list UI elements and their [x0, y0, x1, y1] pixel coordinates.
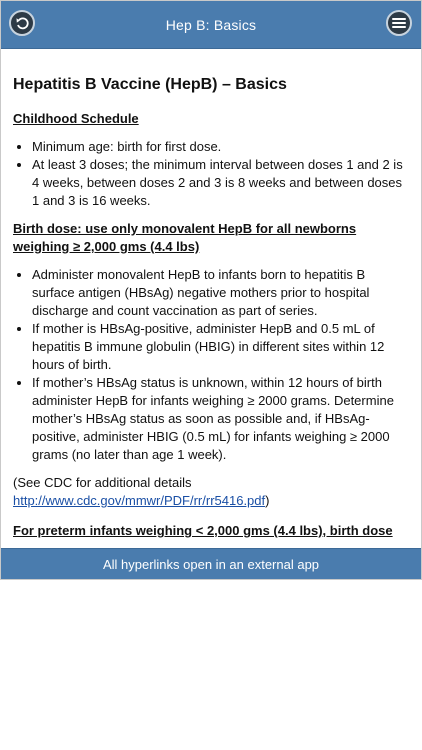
birth-dose-list — [13, 266, 409, 464]
page-title: Hep B: Basics — [165, 16, 257, 33]
birth-dose-heading: Birth dose: use only monovalent HepB for all newborns weighing ≥ 2,000 gms (4.4 lbs) — [13, 221, 357, 254]
list-item: • At least 3 doses; the minimum interval between doses 1 and 2 is 4 weeks, between doses 2 and 3 is 8 weeks and between doses 1 and 3 is 16 weeks. — [32, 156, 409, 210]
content-area[interactable] — [1, 49, 421, 548]
list-item: • If mother is HBsAg-positive, administer HepB and 0.5 mL of hepatitis B immune globulin (HBIG) in different sites within 12 hours of birth. — [32, 320, 409, 374]
header-bar — [1, 1, 421, 49]
menu-button[interactable] — [386, 10, 412, 36]
back-button[interactable] — [9, 10, 35, 36]
childhood-schedule-list — [13, 138, 409, 210]
see-cdc-prefix: (See CDC for additional details — [13, 475, 192, 490]
see-cdc-suffix: ) — [265, 493, 270, 508]
back-arrow-icon — [15, 16, 29, 30]
content-heading: Hepatitis B Vaccine (HepB) – Basics — [13, 76, 287, 93]
list-item: • Administer monovalent HepB to infants born to hepatitis B surface antigen (HBsAg) negative mothers prior to hospital discharge and count vaccination as part of series. — [32, 266, 409, 320]
childhood-schedule-heading: Childhood Schedule — [13, 111, 139, 126]
cdc-link[interactable]: http://www.cdc.gov/mmwr/PDF/rr/rr5416.pdf — [13, 493, 266, 508]
list-item: • If mother’s HBsAg status is unknown, within 12 hours of birth administer HepB for infants weighing ≥ 2000 grams. Determine mother’s HBsAg status as soon as possible and, if HBsAg-positive, administer HBIG (0.5 mL) for infants weighing ≥ 2000 grams (no later than age 1 week). — [32, 374, 409, 464]
footer-bar — [1, 548, 421, 579]
list-item: • Minimum age: birth for first dose. — [32, 138, 409, 156]
see-cdc-paragraph — [13, 474, 409, 510]
preterm-heading: For preterm infants weighing < 2,000 gms (4.4 lbs), birth dose — [13, 523, 393, 538]
footer-text: All hyperlinks open in an external app — [102, 556, 320, 572]
hamburger-menu-icon — [392, 17, 406, 29]
